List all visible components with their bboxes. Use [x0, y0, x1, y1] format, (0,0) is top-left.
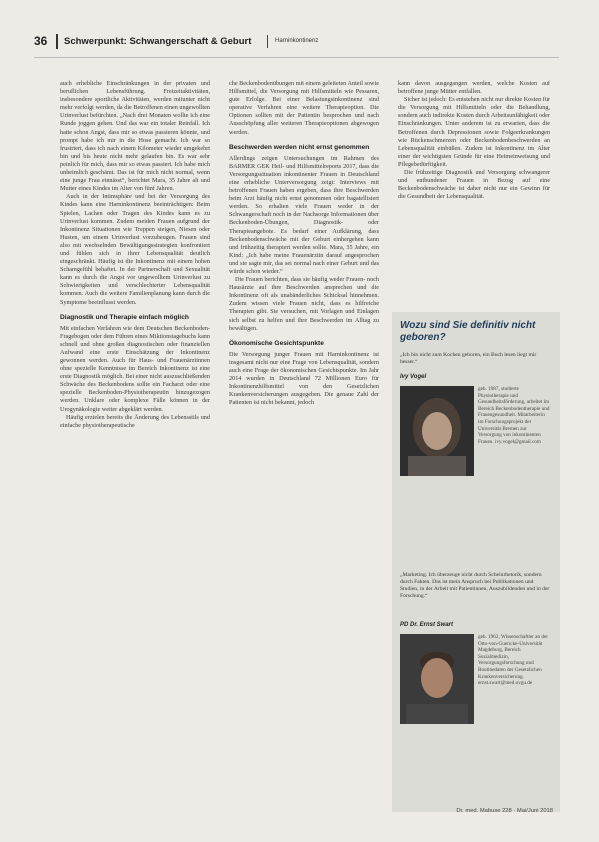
author-quote: „Marketing. Ich überzeuge nicht durch Scheinrhetorik, sondern durch Fakten. Das ist mein Anspruch bei Publikationen und Studien, in der Arbeit mit Patientinnen, Auszubildenden und in der Forschung.“: [400, 572, 550, 599]
author-bio: geb. 1987, studierte Physiotherapie und Gesundheitsförderung, arbeitet im Bereich Beckenbodentherapie und Frauengesundheit. Mitarbeiterin im Forschungsprojekt der Universität Bremen zur Versorgung von inkontinenten Frauen. ivy.vogel@gmail.com: [478, 386, 550, 445]
author-bio: geb. 1962, Wissenschaftler an der Otto-von-Guericke-Universität Magdeburg, Bereich Sozialmedizin, Versorgungsforschung und Routinedaten der Gesetzlichen Krankenversicherung. ernst.swart@med.ovgu.de: [478, 634, 548, 687]
paragraph: Auch in der Intimsphäre und bei der Versorgung des Kindes kann eine Harninkontinenz beeinträchtigen: Beim Spielen, Lachen oder Tragen des Kindes kann es zu Urinverlust kommen. Zudem meiden Frauen aufgrund der Inkontinenz Situationen wie Treppen steigen, Niesen oder Husten, um einem Urinverlust vorzubeugen. Frauen sind also mit wechselnden Bewältigungsstrategien konfrontiert und fühlen sich in ihrer Lebensqualität deutlich eingeschränkt. Häufig ist die Inkontinenz mit einem hohen Schamgefühl behaftet. In der Partnerschaft und Sexualität kann es durch die Angst vor ungewolltem Urinverlust zu Schwierigkeiten und verschlechterter Lebensqualität kommen. Auch die weitere Familienplanung kann durch die Symptome beeinflusst werden.: [60, 193, 210, 306]
paragraph: Mit einfachen Verfahren wie dem Deutschen Beckenboden-Fragebogen oder dem Führen eines Miktionstagebuchs kann schnell und ohne großen diagnostischen oder finanziellen Aufwand eine erste Einschätzung der Inkontinenz gewonnen werden. Auch für Haus- und Frauenärztinnen ohne spezielle Kenntnisse im Bereich Inkontinenz ist eine erste Diagnostik möglich. Bei einer nicht auszuschließenden Schwäche des Beckenbodens sollte ein Facharzt oder eine spezielle Beckenboden-Physiotherapeutin hinzugezogen werden. Unklare oder komplexe Fälle können in der Urogynäkologie weiter abgeklärt werden.: [60, 324, 210, 413]
page-header: [34, 34, 554, 52]
paragraph: kann davon ausgegangen werden, welche Kosten auf betroffene junge Mütter entfallen.: [398, 80, 550, 96]
author-quote: „Ich bin nicht zum Kochen geboren, ein Buch lesen liegt mir besser.“: [400, 352, 537, 365]
author-sidebox: [392, 312, 560, 812]
paragraph: Die frühzeitige Diagnostik und Versorgung schwangerer und entbundener Frauen in Bezug auf eine Beckenbodenschwäche ist daher nicht nur ein Gewinn für die Gesundheit der Lebensqualität.: [398, 169, 550, 201]
paragraph: auch erhebliche Einschränkungen in der privaten und beruflichen Lebensführung. Freizeitaktivitäten, insbesondere sportliche Aktivitäten, werden mitunter nicht mehr verfolgt werden, da die Betroffenen einen ungewollten Urinverlust befürchten. „Nach drei Monaten wollte ich eine Runde joggen gehen. Und das war ein totaler Reinfall. Ich hatte schon Angst, dass mir so etwas passieren könnte, und prompt habe ich mir in die Hose gemacht. Ich war so frustriert, dass ich nach einem Kilometer wieder umgekehrt bin und bis heute nicht mehr gelaufen bin. Es war sehr peinlich für mich, dass mir so etwas passiert. Ich habe mich unheimlich geschämt. Das ist für mich nicht normal, wenn eine junge Frau einnässt“, berichtet Mara, 35 Jahre alt und Mutter eines Kindes im Alter von fünf Jahren.: [60, 80, 210, 193]
author-name: PD Dr. Ernst Swart: [400, 622, 454, 628]
column-2: [229, 80, 379, 407]
paragraph: Die Frauen berichten, dass sie häufig weder Frauen- noch Hausärzte auf ihre Beschwerden ansprechen und die Inkontinenz oft als unabänderliches Schicksal hinnehmen. Zudem wissen viele Frauen nicht, dass es hilfreiche Therapien gibt. Sie versuchen, mit Vorlagen und Einlagen sich selbst zu helfen und ihre Beschwerden im Alltag zu bewältigen.: [229, 276, 379, 332]
subsection-title: Harninkontinenz: [275, 38, 319, 44]
sidebox-title: Wozu sind Sie definitiv nicht geboren?: [400, 320, 536, 343]
subheading: Diagnostik und Therapie einfach möglich: [60, 313, 189, 321]
column-1: [60, 80, 210, 430]
header-rule: [34, 57, 559, 58]
author-name: Ivy Vogel: [400, 374, 427, 380]
paragraph: Allerdings zeigen Untersuchungen im Rahmen des BARMER GEK Heil- und Hilfsmittelreports 2017, dass die Versorgungssituation inkontinenter Frauen in Deutschland eine erhebliche Unterversorgung zeigt: Interviews mit betroffenen Frauen haben ergeben, dass ihre Beschwerden beim Arzt häufig nicht ernst genommen oder bagatellisiert werden. So erhalten viele Frauen weder in der Schwangerschaft noch in der Nachsorge Informationen über Beckenboden-Übungen, Diagnostik- oder Therapieangebote. Es bedarf einer Aufklärung, dass Beckenbodenschwäche mit der Geburt einhergehen kann und frühzeitig therapiert werden sollte. Mara, 35 Jahre, ein Kind: „Ich habe meine Frauenärztin darauf angesprochen und sie sagte mir, das sei normal nach einer Geburt und das würde schon wieder.“: [229, 154, 379, 275]
author-photo: [400, 634, 474, 724]
subheading: Beschwerden werden nicht ernst genommen: [229, 143, 370, 151]
author-photo: [400, 386, 474, 476]
paragraph: che Beckenbodenübungen mit einem geleiteten Anteil sowie Hilfsmittel, die Versorgung mit Hilfsmitteln wie Pessaren, gute Erfolge. Bei einer Belastungsinkontinenz sind operative Verfahren eine weitere Therapieoption. Die Optionen sollten mit der Patientin besprochen und nach Ausschöpfung aller weiteren Therapieoptionen abgewogen werden.: [229, 80, 379, 136]
paragraph: Sicher ist jedoch: Es entstehen nicht nur direkte Kosten für die Versorgung mit Hilfsmitteln oder die Behandlung, sondern auch indirekte Kosten durch Arbeitsunfähigkeit oder Einschränkungen. Unter anderem ist zu erwarten, dass die Betroffenen durch Depressionen sowie Folgeerkrankungen wie Rückenschmerzen oder Beckenbodenbeschwerden an Lebensqualität einbüßen. Zudem ist Inkontinenz im Alter einer der wichtigsten Gründe für eine Heimeinweisung und Pflegebedürftigkeit.: [398, 96, 550, 168]
header-divider-2: [267, 35, 268, 48]
page-footer: Dr. med. Mabuse 228 · Mai/Juni 2018: [456, 808, 553, 814]
section-title: Schwerpunkt: Schwangerschaft & Geburt: [64, 36, 252, 47]
header-divider: [56, 34, 58, 49]
paragraph: Häufig erzielen bereits die Änderung des Lebensstils und einfache physiotherapeutische: [60, 413, 210, 429]
paragraph: Die Versorgung junger Frauen mit Harninkontinenz ist insgesamt nicht nur eine Frage von Lebensqualität, sondern auch eine Frage der ökonomischen Gesichtspunkte. Im Jahr 2014 wurden in Deutschland 72 Millionen Euro für Inkontinenzhilfsmittel von den Gesetzlichen Krankenversicherungen ausgegeben. Die genaue Zahl der Patienten ist nicht bekannt, jedoch: [229, 350, 379, 407]
page-number: 36: [34, 34, 48, 48]
column-3: [398, 80, 550, 201]
subheading: Ökonomische Gesichtspunkte: [229, 339, 324, 347]
